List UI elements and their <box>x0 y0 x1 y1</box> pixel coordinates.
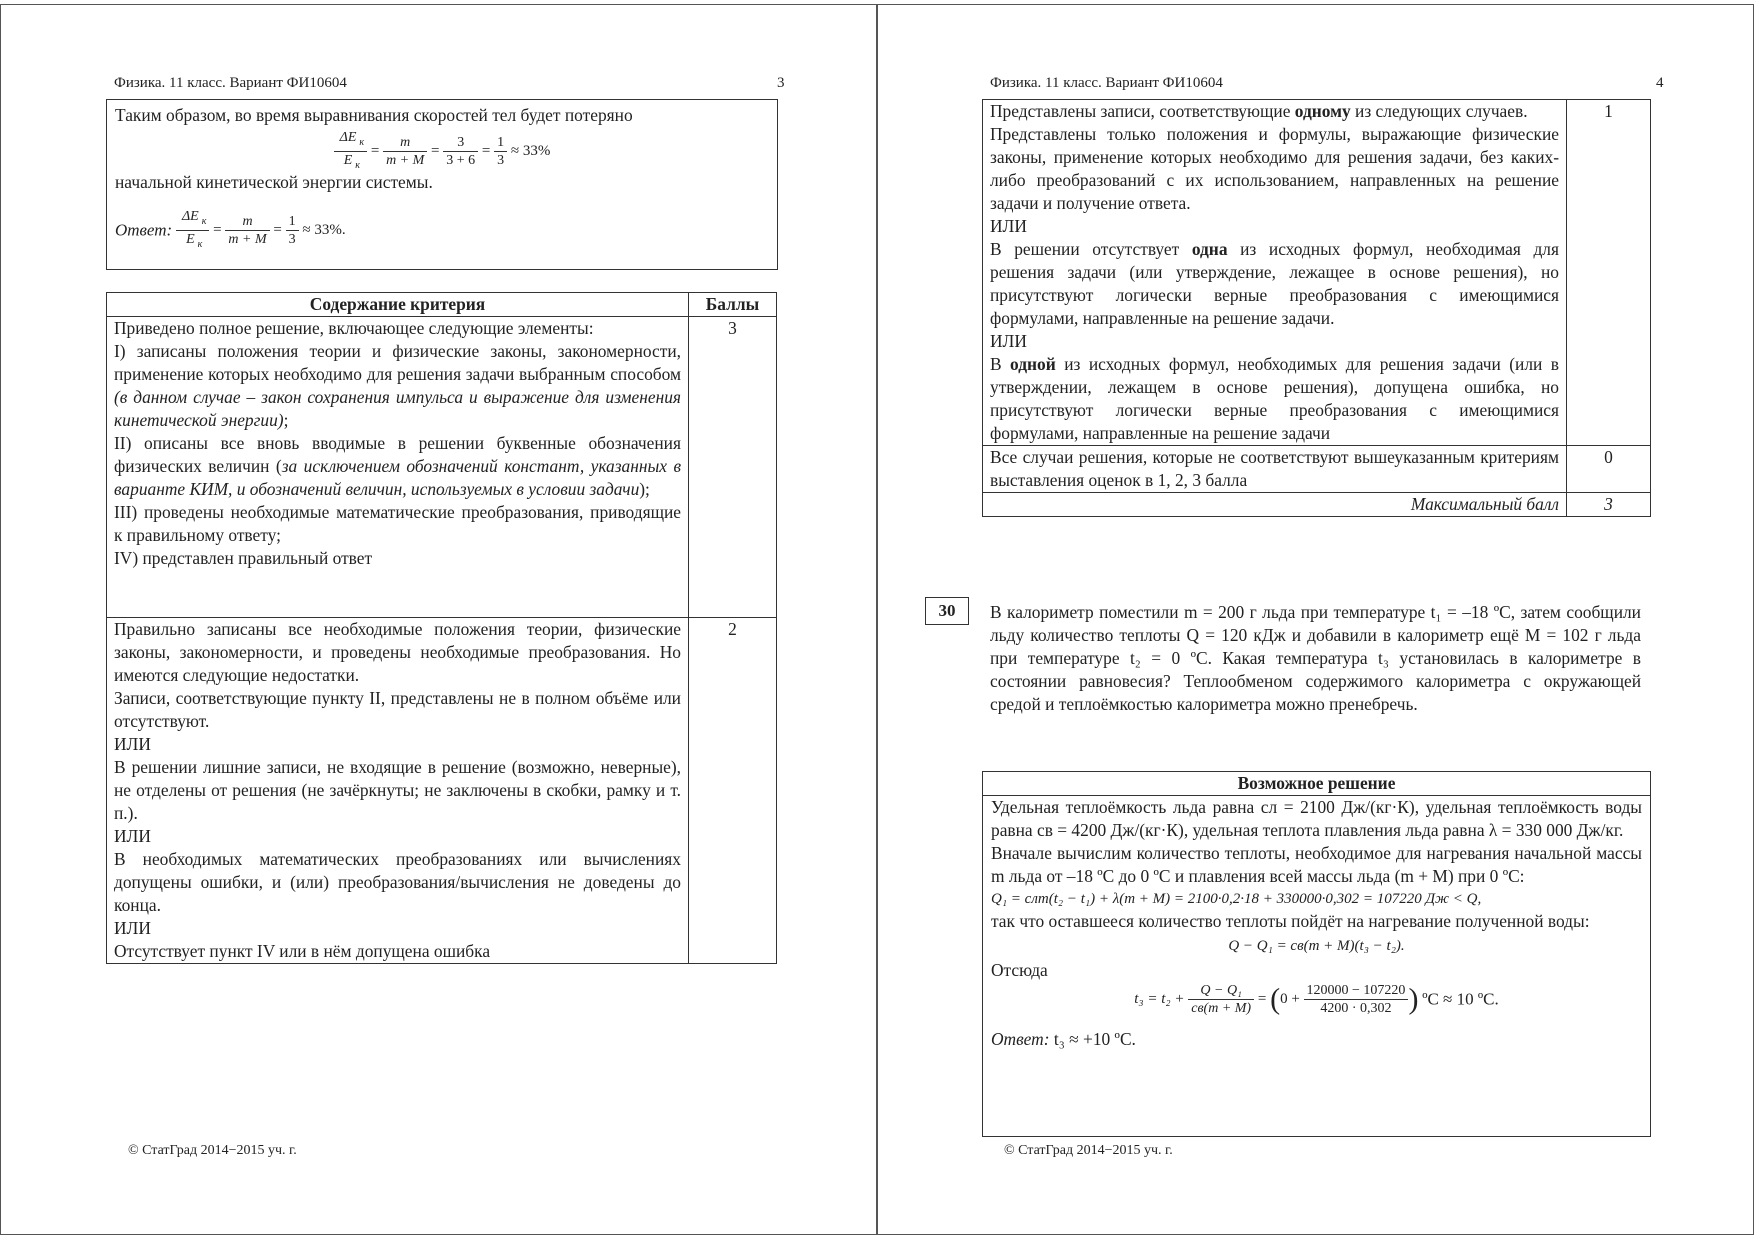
criteria-row-3-text: Приведено полное решение, включающее следующие элементы: I) записаны положения теории и физические законы, закономерности, применение которых необходимо для решения задачи выбранным способом (в данном случае – закон сохранения импульса и выражение для изменения кинетической энергии); II) описаны все вновь вводимые в решении буквенные обозначения физических величин (за исключением обозначений констант, указанных в варианте КИМ, и обозначений величин, используемых в условии задачи); III) проведены необходимые математические преобразования, приводящие к правильному ответу; IV) представлен правильный ответ <box>107 317 689 618</box>
criteria-table <box>106 292 777 964</box>
task-number: 30 <box>925 597 969 625</box>
max-score-label: Максимальный балл <box>983 493 1567 517</box>
criteria-row-2-text: Правильно записаны все необходимые положения теории, физические законы, закономерности, и проведены необходимые преобразования. Но имеются следующие недостатки. Записи, соответствующие пункту II, представлены не в полном объёме или отсутствуют. ИЛИ В решении лишние записи, не входящие в решение (возможно, неверные), не отделены от решения (не зачёркнуты; не заключены в скобки, рамку и т. п.). ИЛИ В необходимых математических преобразованиях или вычислениях допущены ошибки, и (или) преобразования/вычисления не доведены до конца. ИЛИ Отсутствует пункт IV или в нём допущена ошибка <box>107 618 689 964</box>
solution-eq2: Q − Q₁ = cв(m + M)(t₃ − t₂). <box>1228 938 1405 954</box>
criteria-row-0-score: 0 <box>1567 446 1651 493</box>
criteria-header-points: Баллы <box>689 293 777 317</box>
answer-line: Ответ: ΔE $_к$ E $_к$ = $\frac{m}{m + M}$ = $\frac{1}{3}$ ≈ 33%. <box>115 209 346 250</box>
solution-p4: Отсюда <box>991 960 1048 980</box>
solution-text: Таким образом, во время выравнивания скоростей тел будет потеряно <box>115 105 633 125</box>
frac-mass: $\frac{m}{m + M}$ <box>383 134 427 169</box>
criteria-row-0 <box>983 446 1651 493</box>
criteria-row-0-text: Все случаи решения, которые не соответствуют вышеуказанным критериям выставления оценок в 1, 2, 3 балла <box>983 446 1567 493</box>
possible-solution-box <box>982 771 1651 1137</box>
criteria-row-3-score: 3 <box>689 317 777 618</box>
criteria-row-1-text: Представлены записи, соответствующие одному из следующих случаев. Представлены только положения и формулы, выражающие физические законы, применение которых необходимо для решения задачи, без каких-либо преобразований с их использованием, направленных на решение задачи и получение ответа. ИЛИ В решении отсутствует одна из исходных формул, необходимая для решения задачи (или утверждение, лежащее в основе решения), но присутствуют логически верные преобразования с имеющимися формулами, направленные на решение задачи. ИЛИ В одной из исходных формул, необходимых для решения задачи (или в утверждении, лежащем в основе решения), допущена ошибка, но присутствуют логически верные преобразования с имеющимися формулами, направленные на решение задачи <box>983 100 1567 446</box>
solution-p3: так что оставшееся количество теплоты пойдёт на нагревание полученной воды: <box>991 911 1590 931</box>
page-header: Физика. 11 класс. Вариант ФИ10604 <box>990 75 1223 91</box>
page-left <box>0 4 877 1235</box>
criteria-row-1 <box>983 100 1651 446</box>
solution-p2: Вначале вычислим количество теплоты, необходимое для нагревания начальной массы m льда от –18 ºС до 0 ºС и плавления всей массы льда (m + M) при 0 ºС: <box>991 843 1642 886</box>
frac-result: $\frac{1}{3}$ <box>494 134 507 169</box>
criteria-row-2 <box>107 618 777 964</box>
solution-title: Возможное решение <box>983 772 1650 796</box>
criteria-row-1-score: 1 <box>1567 100 1651 446</box>
solution-answer: Ответ: t₃ ≈ +10 ºС. <box>991 1029 1136 1049</box>
solution-text-2: начальной кинетической энергии системы. <box>115 172 433 192</box>
criteria-max-row <box>983 493 1651 517</box>
solution-p1: Удельная теплоёмкость льда равна cл = 2100 Дж/(кг·К), удельная теплоёмкость воды равна cв = 4200 Дж/(кг·К), удельная теплота плавления льда равна λ = 330 000 Дж/кг. <box>991 797 1642 840</box>
page-footer: © СтатГрад 2014−2015 уч. г. <box>1004 1143 1173 1158</box>
page-number: 3 <box>777 75 785 91</box>
page-footer: © СтатГрад 2014−2015 уч. г. <box>128 1143 297 1158</box>
criteria-header-content: Содержание критерия <box>107 293 689 317</box>
frac-delta-e: ΔE $_к$ E $_к$ <box>334 129 367 174</box>
frac-values: $\frac{3}{3 + 6}$ <box>443 134 478 169</box>
criteria-row-3 <box>107 317 777 618</box>
energy-loss-formula: ΔE $_к$ E $_к$ = $\frac{m}{m + M}$ = $\frac{3}{3 + 6}$ = $\frac{1}{3}$ ≈ 33% <box>115 129 769 171</box>
criteria-table-continued <box>982 99 1651 517</box>
task-text: В калориметр поместили m = 200 г льда при температуре t₁ = –18 ºС, затем сообщили льду количество теплоты Q = 120 кДж и добавили в калориметр ещё M = 102 г льда при температуре t₂ = 0 ºС. Какая температура t₃ установилась в калориметре в состоянии равновесия? Теплообменом содержимого калориметра с окружающей средой и теплоёмкостью калориметра можно пренебречь. <box>990 602 1641 714</box>
solution-eq1: Q₁ = cлm(t₂ − t₁) + λ(m + M) = 2100·0,2·18 + 330000·0,302 = 107220 Дж < Q, <box>991 891 1482 907</box>
page-number: 4 <box>1656 75 1664 91</box>
solution-eq3: t₃ = t₂ + Q − Q₁ cв(m + M) = (0 + $\frac{120000 - 107220}{4200 \cdot 0,302}$ ) ºС ≈ 10 ºС. <box>1134 982 1499 1016</box>
max-score-value: 3 <box>1567 493 1651 517</box>
page-right <box>877 4 1754 1235</box>
solution-end-box <box>106 99 778 270</box>
criteria-row-2-score: 2 <box>689 618 777 964</box>
page-header: Физика. 11 класс. Вариант ФИ10604 <box>114 75 347 91</box>
